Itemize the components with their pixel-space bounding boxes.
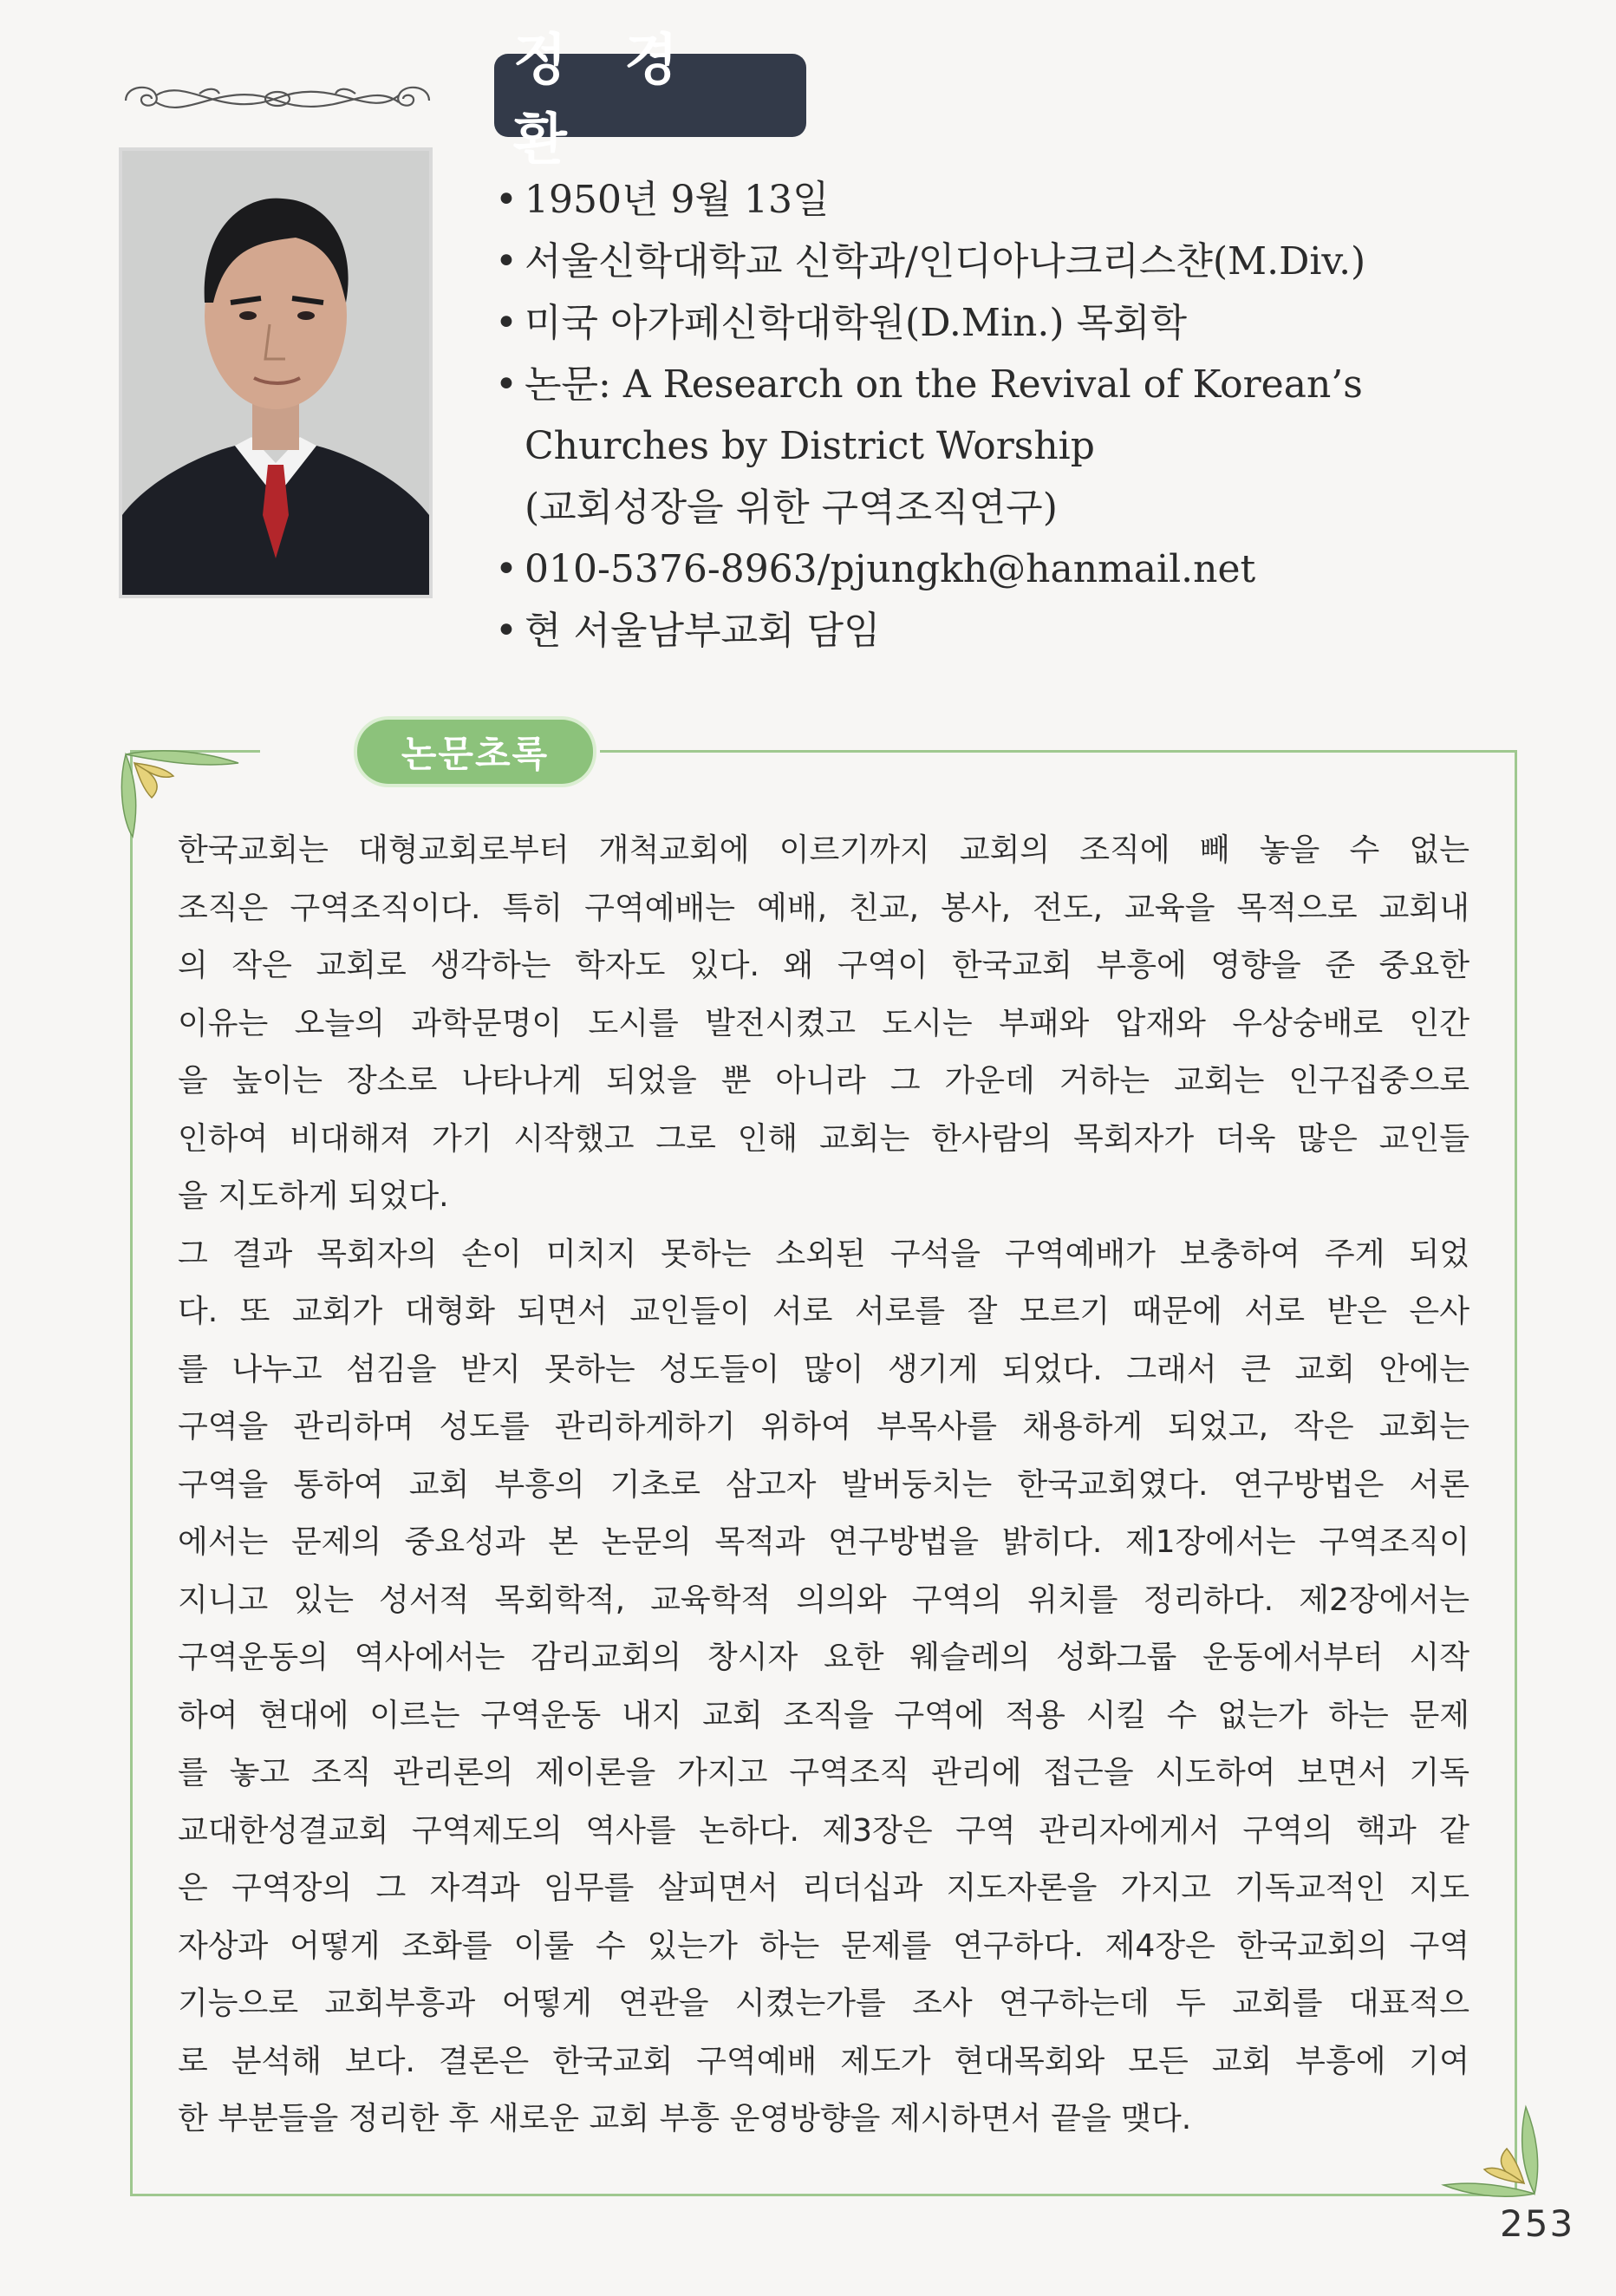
author-bio-list — [490, 169, 1443, 662]
abstract-line: 한 부분들을 정리한 후 새로운 교회 부흥 운영방향을 제시하면서 끝을 맺다. — [178, 2101, 1192, 2136]
abstract-line: 를 나누고 섬김을 받지 못하는 성도들이 많이 생기게 되었다. 그래서 큰 교회 안에는 — [178, 1351, 1469, 1387]
abstract-line: 지니고 있는 성서적 목회학적, 교육학적 의의와 구역의 위치를 정리하다. 제2장에서는 — [178, 1582, 1469, 1618]
abstract-line: 로 분석해 보다. 결론은 한국교회 구역예배 제도가 현대목회와 모든 교회 부흥에 기여 — [178, 2043, 1469, 2079]
page-number: 253 — [1500, 2202, 1575, 2245]
abstract-line: 의 작은 교회로 생각하는 학자도 있다. 왜 구역이 한국교회 부흥에 영향을 준 중요한 — [178, 948, 1469, 983]
abstract-body — [178, 822, 1469, 2149]
abstract-title: 논문초록 — [401, 733, 550, 775]
abstract-line: 한국교회는 대형교회로부터 개척교회에 이르기까지 교회의 조직에 빼 놓을 수 없는 — [178, 832, 1469, 868]
flourish-ornament-icon — [117, 68, 438, 128]
abstract-line: 다. 또 교회가 대형화 되면서 교인들이 서로 서로를 잘 모르기 때문에 서로 받은 은사 — [178, 1294, 1469, 1329]
bio-item-graduate: • 미국 아가페신학대학원(D.Min.) 목회학 — [495, 301, 1187, 345]
abstract-line: 인하여 비대해져 가기 시작했고 그로 인해 교회는 한사람의 목회자가 더욱 많은 교인들 — [178, 1120, 1469, 1157]
bio-item-birthdate: • 1950년 9월 13일 — [495, 178, 830, 222]
abstract-line: 기능으로 교회부흥과 어떻게 연관을 시켰는가를 조사 연구하는데 두 교회를 대표적으 — [178, 1986, 1469, 2021]
abstract-line: 그 결과 목회자의 손이 미치지 못하는 소외된 구석을 구역예배가 보충하여 주게 되었 — [178, 1236, 1469, 1272]
bio-item-contact: • 010-5376-8963/pjungkh@hanmail.net — [495, 547, 1256, 591]
abstract-line: 자상과 어떻게 조화를 이룰 수 있는가 하는 문제를 연구하다. 제4장은 한국교회의 구역 — [178, 1927, 1469, 1964]
abstract-line: 구역운동의 역사에서는 감리교회의 창시자 요한 웨슬레의 성화그룹 운동에서부터 시작 — [178, 1640, 1469, 1675]
abstract-title-tab — [357, 720, 593, 784]
abstract-line: 조직은 구역조직이다. 특히 구역예배는 예배, 친교, 봉사, 전도, 교육을 목적으로 교회내 — [178, 890, 1469, 926]
abstract-line: 교대한성결교회 구역제도의 역사를 논하다. 제3장은 구역 관리자에게서 구역의 핵과 같 — [178, 1812, 1469, 1849]
abstract-line: 구역을 통하여 교회 부흥의 기초로 삼고자 발버둥치는 한국교회였다. 연구방법은 서론 — [178, 1466, 1469, 1503]
abstract-line: 를 놓고 조직 관리론의 제이론을 가지고 구역조직 관리에 접근을 시도하여 보면서 기독 — [178, 1755, 1469, 1790]
author-portrait-photo — [119, 147, 433, 598]
bio-item-education: • 서울신학대학교 신학과/인디아나크리스챤(M.Div.) — [495, 239, 1366, 284]
author-name: 정 경 환 — [513, 29, 697, 173]
abstract-line: 은 구역장의 그 자격과 임무를 살피면서 리더십과 지도자론을 가지고 기독교적인 지도 — [178, 1870, 1469, 1906]
bio-item-position: • 현 서울남부교회 담임 — [495, 609, 881, 653]
bio-item-thesis: • 논문: A Research on the Revival of Korean’s Churches by District Worship (교회성장을 위한 구역조직연구) — [495, 362, 1363, 530]
abstract-line: 에서는 문제의 중요성과 본 논문의 목적과 연구방법을 밝히다. 제1장에서는 구역조직이 — [178, 1524, 1469, 1560]
abstract-line: 하여 현대에 이르는 구역운동 내지 교회 조직을 구역에 적용 시킬 수 없는가 하는 문제 — [178, 1697, 1469, 1733]
abstract-line: 이유는 오늘의 과학문명이 도시를 발전시켰고 도시는 부패와 압재와 우상숭배로 인간 — [178, 1005, 1469, 1041]
abstract-line: 을 지도하게 되었다. — [178, 1178, 449, 1214]
author-name-plate — [494, 29, 806, 173]
abstract-line: 을 높이는 장소로 나타나게 되었을 뿐 아니라 그 가운데 거하는 교회는 인구집중으로 — [178, 1063, 1469, 1099]
portrait-illustration — [122, 151, 429, 595]
abstract-line: 구역을 관리하며 성도를 관리하게하기 위하여 부목사를 채용하게 되었고, 작은 교회는 — [178, 1409, 1469, 1445]
